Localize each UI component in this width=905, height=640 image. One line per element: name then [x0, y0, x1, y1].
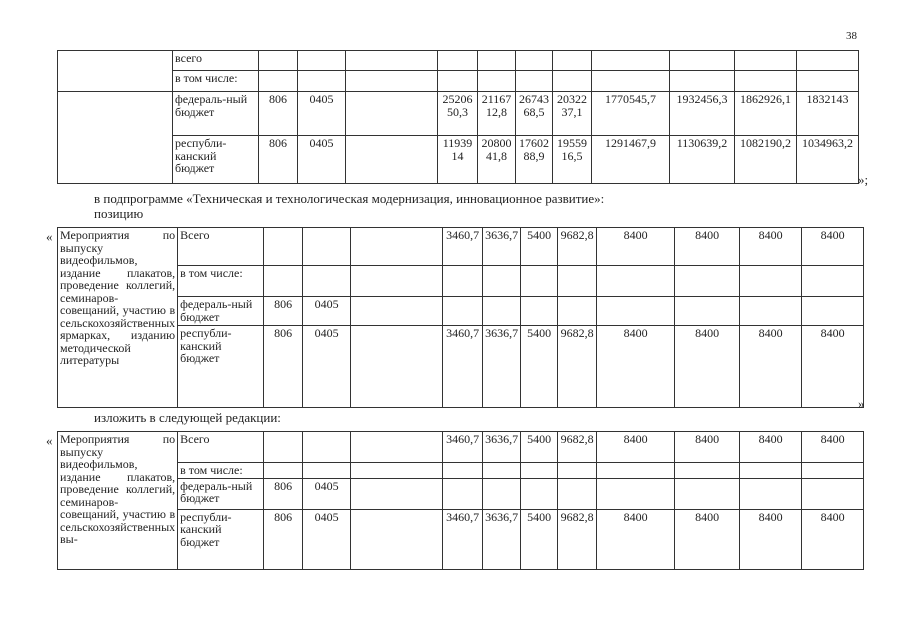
budget-table-1 [57, 50, 859, 184]
table-row [58, 71, 859, 92]
value-cell: 8400 [597, 228, 675, 266]
section-code [303, 266, 351, 297]
table-row [58, 266, 864, 297]
value-cell: 5400 [521, 432, 558, 463]
budget-table-3 [57, 431, 864, 570]
value-cell [521, 478, 558, 509]
row-label: Всего [178, 432, 264, 463]
section-code [298, 51, 346, 71]
value-cell: 5400 [521, 326, 558, 408]
value-cell [553, 71, 592, 92]
value-cell: 1760288,9 [516, 136, 553, 184]
value-cell [443, 266, 483, 297]
measure-cell [58, 92, 173, 184]
value-cell: 8400 [740, 432, 802, 463]
closing-quote: » [858, 396, 865, 411]
value-cell: 9682,8 [558, 326, 597, 408]
value-cell [351, 326, 443, 408]
value-cell [740, 297, 802, 326]
table-row [58, 432, 864, 463]
value-cell [597, 297, 675, 326]
value-cell: 1082190,2 [735, 136, 797, 184]
grbs-code: 806 [259, 136, 298, 184]
value-cell [483, 266, 521, 297]
budget-table-2 [57, 227, 864, 408]
value-cell [438, 51, 478, 71]
row-label: федераль-ный бюджет [178, 297, 264, 326]
value-cell [351, 266, 443, 297]
value-cell [802, 297, 864, 326]
value-cell [597, 463, 675, 479]
value-cell: 3460,7 [443, 509, 483, 569]
value-cell [521, 297, 558, 326]
measure-name: Мероприятия по выпуску видеофильмов, издание плакатов, проведение коллегий, семинаров-совещаний, участию в сельскохозяйственных ярмарках, изданию методической литературы [58, 228, 178, 408]
value-cell [735, 71, 797, 92]
value-cell [443, 463, 483, 479]
value-cell: 5400 [521, 509, 558, 569]
value-cell: 3460,7 [443, 326, 483, 408]
grbs-code: 806 [264, 326, 303, 408]
value-cell: 1034963,2 [797, 136, 859, 184]
value-cell [351, 297, 443, 326]
value-cell [735, 51, 797, 71]
table-row [58, 51, 859, 71]
value-cell [346, 136, 438, 184]
value-cell: 8400 [597, 326, 675, 408]
table-row [58, 297, 864, 326]
table-row [58, 509, 864, 569]
value-cell [597, 266, 675, 297]
value-cell [675, 297, 740, 326]
row-label: всего [173, 51, 259, 71]
grbs-code [264, 228, 303, 266]
value-cell: 5400 [521, 228, 558, 266]
value-cell: 3636,7 [483, 432, 521, 463]
value-cell [558, 463, 597, 479]
section-code [303, 228, 351, 266]
table-row [58, 92, 859, 136]
value-cell [351, 228, 443, 266]
value-cell [346, 51, 438, 71]
row-label: федераль-ный бюджет [173, 92, 259, 136]
value-cell [740, 463, 802, 479]
value-cell [516, 71, 553, 92]
value-cell: 8400 [740, 228, 802, 266]
value-cell: 9682,8 [558, 432, 597, 463]
row-label: Всего [178, 228, 264, 266]
value-cell [675, 478, 740, 509]
position-note: позицию [94, 206, 144, 221]
section-code: 0405 [303, 297, 351, 326]
edit-note: изложить в следующей редакции: [94, 410, 281, 425]
section-code [303, 463, 351, 479]
value-cell [797, 71, 859, 92]
opening-quote: « [46, 433, 53, 448]
section-code [303, 432, 351, 463]
grbs-code [264, 266, 303, 297]
value-cell [346, 92, 438, 136]
section-code: 0405 [303, 478, 351, 509]
row-label: в том числе: [178, 463, 264, 479]
closing-quote: »; [858, 172, 869, 187]
value-cell: 8400 [675, 432, 740, 463]
grbs-code: 806 [264, 509, 303, 569]
section-code: 0405 [303, 326, 351, 408]
value-cell [740, 266, 802, 297]
value-cell: 8400 [802, 509, 864, 569]
value-cell [802, 463, 864, 479]
value-cell [558, 297, 597, 326]
value-cell [553, 51, 592, 71]
row-label: федераль-ный бюджет [178, 478, 264, 509]
value-cell: 1770545,7 [592, 92, 670, 136]
value-cell: 9682,8 [558, 509, 597, 569]
value-cell [670, 51, 735, 71]
value-cell: 1193914 [438, 136, 478, 184]
value-cell: 9682,8 [558, 228, 597, 266]
grbs-code: 806 [259, 92, 298, 136]
section-code: 0405 [298, 92, 346, 136]
value-cell [740, 478, 802, 509]
value-cell: 8400 [802, 432, 864, 463]
row-label: республи-канский бюджет [178, 326, 264, 408]
value-cell [346, 71, 438, 92]
value-cell [802, 478, 864, 509]
value-cell: 8400 [597, 509, 675, 569]
value-cell [558, 266, 597, 297]
grbs-code [264, 432, 303, 463]
value-cell: 8400 [802, 326, 864, 408]
value-cell: 3460,7 [443, 432, 483, 463]
value-cell: 8400 [597, 432, 675, 463]
value-cell [675, 463, 740, 479]
value-cell: 3636,7 [483, 509, 521, 569]
value-cell: 3636,7 [483, 326, 521, 408]
row-label: в том числе: [173, 71, 259, 92]
grbs-code [259, 51, 298, 71]
value-cell: 2674368,5 [516, 92, 553, 136]
value-cell [351, 509, 443, 569]
value-cell: 1932456,3 [670, 92, 735, 136]
table-row [58, 326, 864, 408]
value-cell: 2032237,1 [553, 92, 592, 136]
page-number: 38 [846, 30, 857, 42]
value-cell: 1291467,9 [592, 136, 670, 184]
value-cell: 1862926,1 [735, 92, 797, 136]
opening-quote: « [46, 229, 53, 244]
value-cell: 2520650,3 [438, 92, 478, 136]
value-cell: 8400 [675, 509, 740, 569]
value-cell [443, 478, 483, 509]
row-label: в том числе: [178, 266, 264, 297]
value-cell [558, 478, 597, 509]
value-cell [483, 478, 521, 509]
value-cell [592, 51, 670, 71]
section-code: 0405 [298, 136, 346, 184]
measure-name: Мероприятия по выпуску видеофильмов, издание плакатов, проведение коллегий, семинаров-совещаний, участию в сельскохозяйственных вы- [58, 432, 178, 570]
value-cell [351, 463, 443, 479]
value-cell: 1832143 [797, 92, 859, 136]
table-row [58, 463, 864, 479]
value-cell [675, 266, 740, 297]
value-cell: 8400 [675, 326, 740, 408]
row-label: республи-канский бюджет [173, 136, 259, 184]
value-cell [483, 297, 521, 326]
value-cell: 8400 [675, 228, 740, 266]
grbs-code [259, 71, 298, 92]
value-cell: 1955916,5 [553, 136, 592, 184]
value-cell [351, 432, 443, 463]
value-cell: 1130639,2 [670, 136, 735, 184]
value-cell [351, 478, 443, 509]
value-cell [483, 463, 521, 479]
grbs-code: 806 [264, 297, 303, 326]
value-cell: 2116712,8 [478, 92, 516, 136]
value-cell: 8400 [740, 326, 802, 408]
value-cell: 8400 [802, 228, 864, 266]
measure-cell [58, 51, 173, 92]
table-row [58, 478, 864, 509]
value-cell [802, 266, 864, 297]
value-cell [797, 51, 859, 71]
value-cell [438, 71, 478, 92]
value-cell [443, 297, 483, 326]
grbs-code [264, 463, 303, 479]
row-label: республи-канский бюджет [178, 509, 264, 569]
table-row [58, 228, 864, 266]
grbs-code: 806 [264, 478, 303, 509]
table-row [58, 136, 859, 184]
value-cell [521, 463, 558, 479]
value-cell [597, 478, 675, 509]
value-cell [478, 71, 516, 92]
value-cell [592, 71, 670, 92]
value-cell [521, 266, 558, 297]
value-cell: 3460,7 [443, 228, 483, 266]
value-cell: 3636,7 [483, 228, 521, 266]
value-cell: 8400 [740, 509, 802, 569]
value-cell [670, 71, 735, 92]
section-code: 0405 [303, 509, 351, 569]
value-cell [478, 51, 516, 71]
value-cell [516, 51, 553, 71]
section-note: в подпрограмме «Техническая и технологическая модернизация, инновационное развитие»: [94, 191, 605, 206]
section-code [298, 71, 346, 92]
value-cell: 2080041,8 [478, 136, 516, 184]
